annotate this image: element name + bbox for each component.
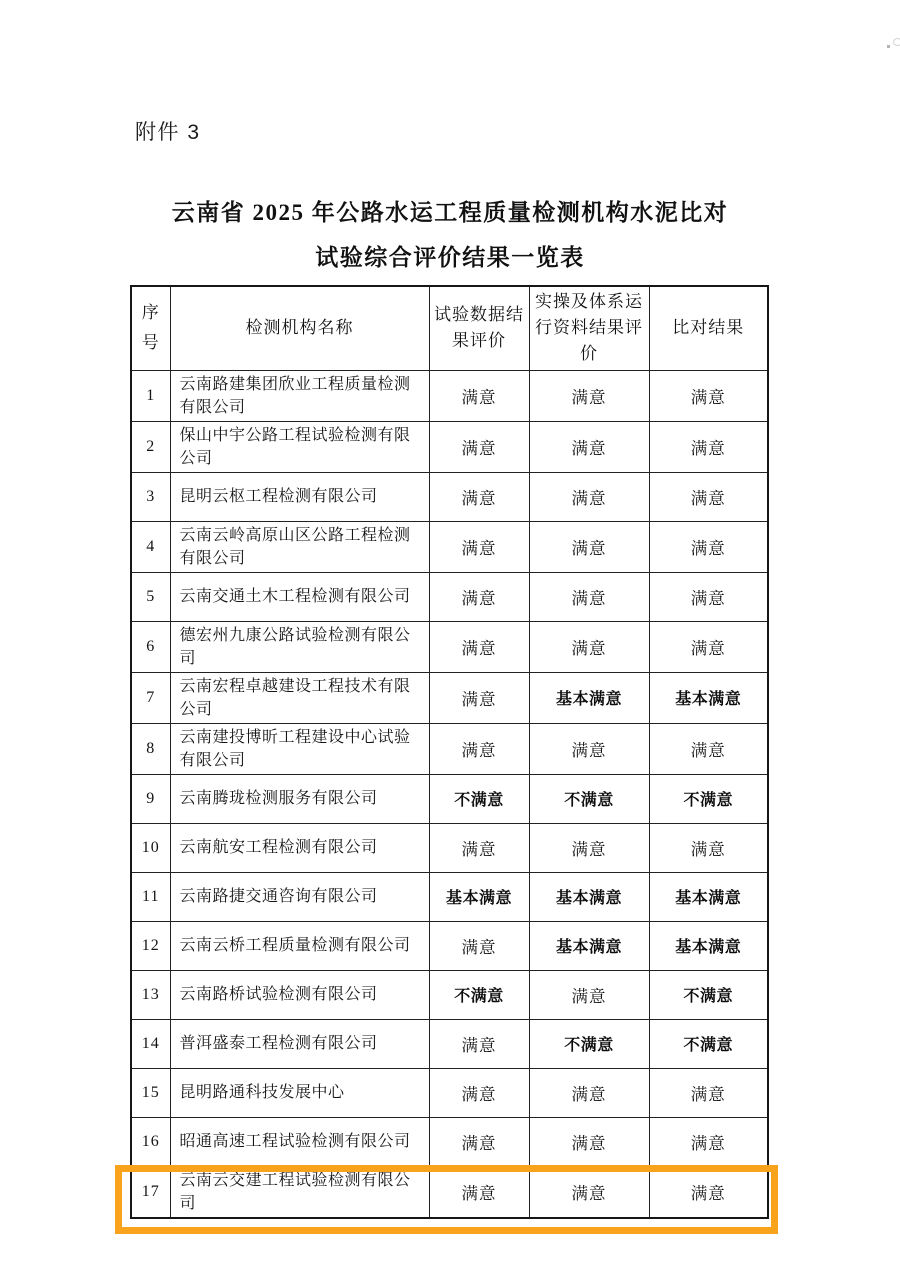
institution-name-cell: 云南航安工程检测有限公司 <box>170 823 429 872</box>
results-table-container <box>130 285 767 1219</box>
row-number-cell: 11 <box>131 872 170 921</box>
table-row <box>131 421 768 472</box>
comparison-result-cell: 基本满意 <box>649 672 768 723</box>
operation-result-cell: 满意 <box>529 572 649 621</box>
row-number-cell: 7 <box>131 672 170 723</box>
operation-result-cell: 满意 <box>529 723 649 774</box>
institution-name-cell: 昆明路通科技发展中心 <box>170 1068 429 1117</box>
row-number-cell: 13 <box>131 970 170 1019</box>
row-number-cell: 8 <box>131 723 170 774</box>
operation-result-cell: 满意 <box>529 421 649 472</box>
test-data-result-cell: 满意 <box>429 823 529 872</box>
comparison-result-cell: 不满意 <box>649 970 768 1019</box>
comparison-result-cell: 满意 <box>649 823 768 872</box>
comparison-result-cell: 基本满意 <box>649 921 768 970</box>
row-number-cell: 14 <box>131 1019 170 1068</box>
test-data-result-cell: 满意 <box>429 421 529 472</box>
comparison-result-cell: 满意 <box>649 1068 768 1117</box>
header-no: 序号 <box>131 286 170 370</box>
row-number-cell: 4 <box>131 521 170 572</box>
attachment-label: 附件 3 <box>135 121 201 144</box>
operation-result-cell: 满意 <box>529 370 649 421</box>
operation-result-cell: 满意 <box>529 621 649 672</box>
test-data-result-cell: 满意 <box>429 1019 529 1068</box>
document-title-line2: 试验综合评价结果一览表 <box>315 245 585 270</box>
comparison-result-cell: 基本满意 <box>649 872 768 921</box>
row-number-cell: 3 <box>131 472 170 521</box>
row-number-cell: 9 <box>131 774 170 823</box>
comparison-result-cell: 满意 <box>649 1166 768 1218</box>
institution-name-cell: 云南路桥试验检测有限公司 <box>170 970 429 1019</box>
row-number-cell: 1 <box>131 370 170 421</box>
row-number-cell: 10 <box>131 823 170 872</box>
row-number-cell: 12 <box>131 921 170 970</box>
header-institution-name: 检测机构名称 <box>170 286 429 370</box>
operation-result-cell: 基本满意 <box>529 872 649 921</box>
test-data-result-cell: 满意 <box>429 672 529 723</box>
operation-result-cell: 满意 <box>529 1068 649 1117</box>
comparison-result-cell: 满意 <box>649 621 768 672</box>
operation-result-cell: 满意 <box>529 1117 649 1166</box>
table-row <box>131 1019 768 1068</box>
results-table <box>130 285 769 1219</box>
row-number-cell: 16 <box>131 1117 170 1166</box>
row-number-cell: 2 <box>131 421 170 472</box>
comparison-result-cell: 满意 <box>649 572 768 621</box>
test-data-result-cell: 基本满意 <box>429 872 529 921</box>
institution-name-cell: 云南建投博昕工程建设中心试验有限公司 <box>170 723 429 774</box>
operation-result-cell: 满意 <box>529 472 649 521</box>
header-operation-system-result: 实操及体系运行资料结果评价 <box>529 286 649 370</box>
test-data-result-cell: 不满意 <box>429 774 529 823</box>
test-data-result-cell: 满意 <box>429 921 529 970</box>
table-header <box>131 286 768 370</box>
row-number-cell: 6 <box>131 621 170 672</box>
test-data-result-cell: 满意 <box>429 1166 529 1218</box>
operation-result-cell: 满意 <box>529 1166 649 1218</box>
table-row <box>131 823 768 872</box>
test-data-result-cell: 满意 <box>429 723 529 774</box>
header-test-data-result: 试验数据结果评价 <box>429 286 529 370</box>
row-number-cell: 5 <box>131 572 170 621</box>
document-title-line1: 云南省 2025 年公路水运工程质量检测机构水泥比对 <box>171 200 729 225</box>
header-comparison-result: 比对结果 <box>649 286 768 370</box>
operation-result-cell: 基本满意 <box>529 672 649 723</box>
scan-artifact-dot <box>887 45 890 48</box>
row-number-cell: 15 <box>131 1068 170 1117</box>
operation-result-cell: 不满意 <box>529 1019 649 1068</box>
institution-name-cell: 昭通高速工程试验检测有限公司 <box>170 1117 429 1166</box>
comparison-result-cell: 满意 <box>649 723 768 774</box>
institution-name-cell: 德宏州九康公路试验检测有限公司 <box>170 621 429 672</box>
comparison-result-cell: 满意 <box>649 370 768 421</box>
test-data-result-cell: 满意 <box>429 472 529 521</box>
table-row <box>131 1166 768 1218</box>
table-row <box>131 872 768 921</box>
operation-result-cell: 满意 <box>529 521 649 572</box>
institution-name-cell: 云南云岭高原山区公路工程检测有限公司 <box>170 521 429 572</box>
table-row <box>131 572 768 621</box>
table-row <box>131 723 768 774</box>
institution-name-cell: 云南路捷交通咨询有限公司 <box>170 872 429 921</box>
test-data-result-cell: 满意 <box>429 370 529 421</box>
institution-name-cell: 云南宏程卓越建设工程技术有限公司 <box>170 672 429 723</box>
institution-name-cell: 云南云桥工程质量检测有限公司 <box>170 921 429 970</box>
test-data-result-cell: 满意 <box>429 521 529 572</box>
table-row <box>131 370 768 421</box>
table-row <box>131 774 768 823</box>
institution-name-cell: 保山中宇公路工程试验检测有限公司 <box>170 421 429 472</box>
table-row <box>131 621 768 672</box>
table-row <box>131 1117 768 1166</box>
test-data-result-cell: 满意 <box>429 1117 529 1166</box>
comparison-result-cell: 满意 <box>649 472 768 521</box>
comparison-result-cell: 不满意 <box>649 1019 768 1068</box>
table-row <box>131 521 768 572</box>
scan-artifact-mark <box>893 38 900 46</box>
table-row <box>131 472 768 521</box>
table-row <box>131 970 768 1019</box>
operation-result-cell: 满意 <box>529 970 649 1019</box>
comparison-result-cell: 不满意 <box>649 774 768 823</box>
operation-result-cell: 基本满意 <box>529 921 649 970</box>
comparison-result-cell: 满意 <box>649 421 768 472</box>
table-body <box>131 370 768 1218</box>
institution-name-cell: 昆明云枢工程检测有限公司 <box>170 472 429 521</box>
operation-result-cell: 不满意 <box>529 774 649 823</box>
operation-result-cell: 满意 <box>529 823 649 872</box>
test-data-result-cell: 不满意 <box>429 970 529 1019</box>
document-title <box>0 190 900 280</box>
institution-name-cell: 云南云交建工程试验检测有限公司 <box>170 1166 429 1218</box>
test-data-result-cell: 满意 <box>429 621 529 672</box>
comparison-result-cell: 满意 <box>649 1117 768 1166</box>
institution-name-cell: 云南交通土木工程检测有限公司 <box>170 572 429 621</box>
institution-name-cell: 云南腾珑检测服务有限公司 <box>170 774 429 823</box>
table-row <box>131 921 768 970</box>
table-row <box>131 1068 768 1117</box>
table-row <box>131 672 768 723</box>
test-data-result-cell: 满意 <box>429 572 529 621</box>
comparison-result-cell: 满意 <box>649 521 768 572</box>
row-number-cell: 17 <box>131 1166 170 1218</box>
institution-name-cell: 普洱盛泰工程检测有限公司 <box>170 1019 429 1068</box>
institution-name-cell: 云南路建集团欣业工程质量检测有限公司 <box>170 370 429 421</box>
test-data-result-cell: 满意 <box>429 1068 529 1117</box>
